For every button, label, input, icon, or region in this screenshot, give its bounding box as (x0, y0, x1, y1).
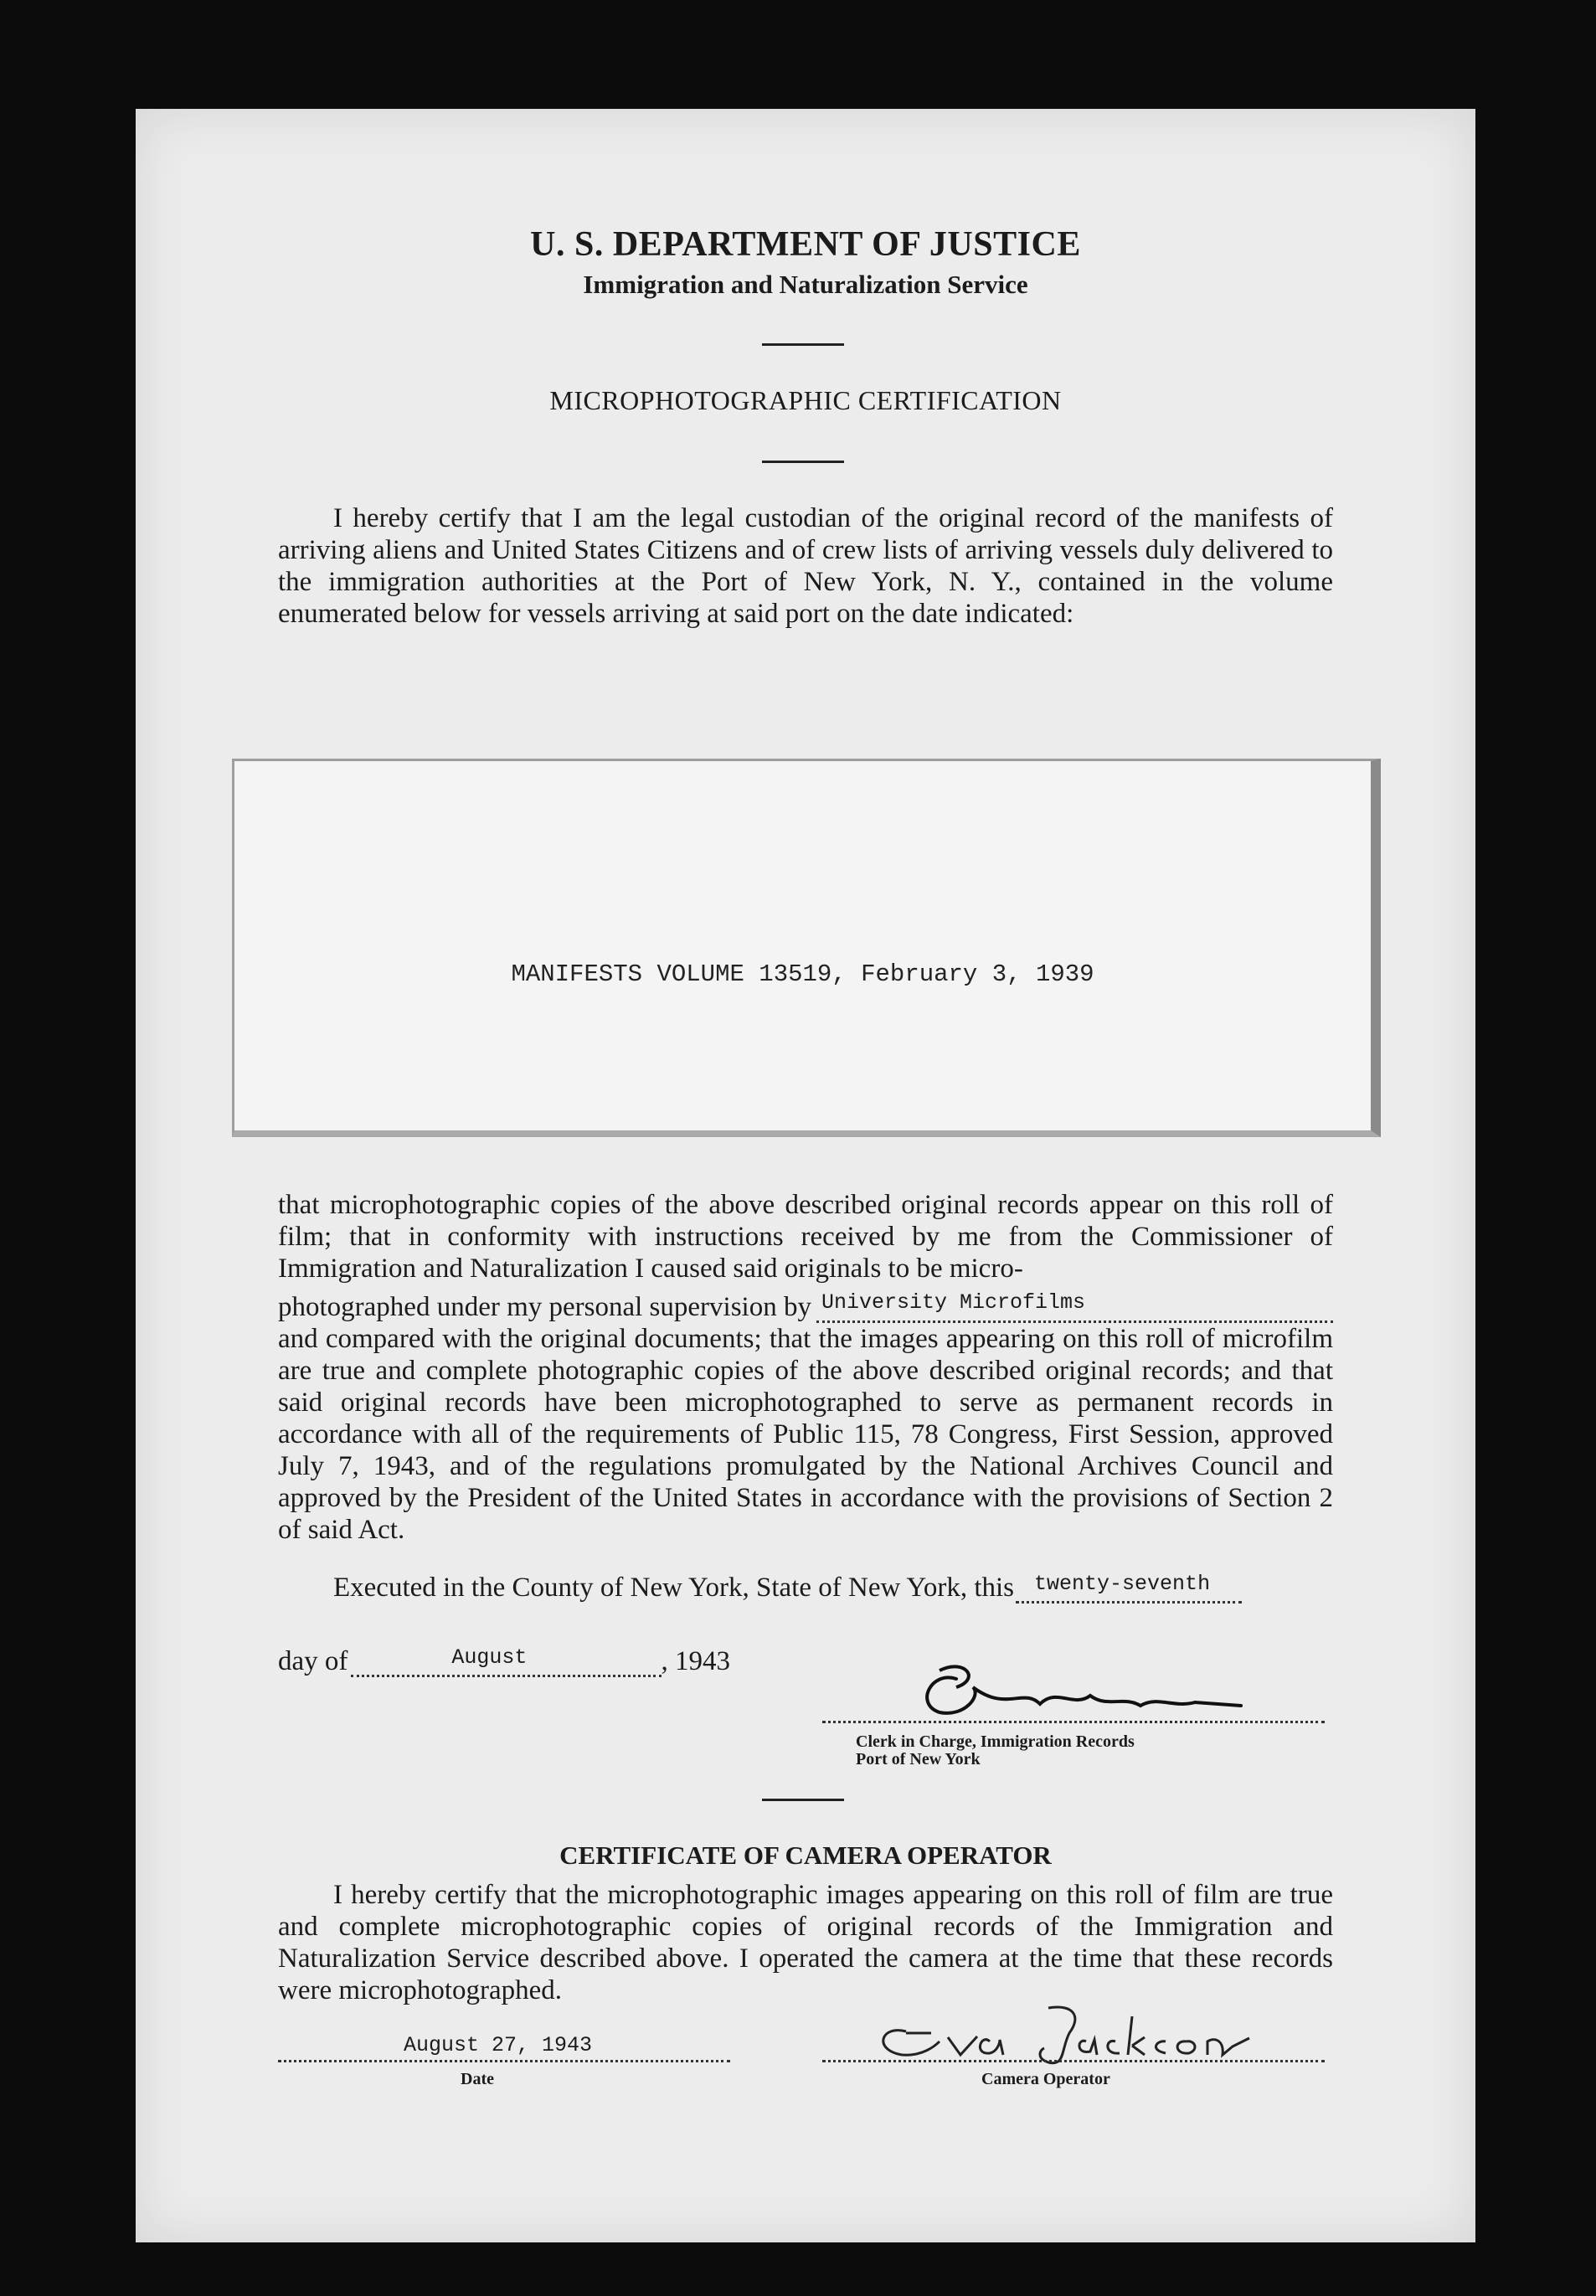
clerk-signature-line (822, 1721, 1325, 1723)
date-label: Date (461, 2070, 494, 2088)
body-part-2: and compared with the original documents; that the images appearing on this roll of microfilm are true and complete photographic copies of the above described original records; and that said original records have been microphotographed to serve as permanent records in accordance with all of the requirements of Public 115, 78 Congress, First Session, approved July 7, 1943, and of the regulations promulgated by the National Archives Council and approved by the President of the United States in accordance with the provisions of Section 2 of said Act. (278, 1324, 1333, 1545)
operator-signature-image (856, 2000, 1274, 2067)
date-value: August 27, 1943 (404, 2033, 593, 2057)
photographed-by-value: University Microfilms (821, 1290, 1086, 1315)
photographed-by-field (816, 1290, 1333, 1323)
camera-operator-heading: CERTIFICATE OF CAMERA OPERATOR (559, 1840, 1052, 1870)
executed-day-value: twenty-seventh (1034, 1572, 1211, 1596)
body-part-1: that microphotographic copies of the above described original records appear on this roll of film; that in conformity with instructions received by me from the Commissioner of Immigration and Naturalization I caused said originals to be micro- (278, 1190, 1333, 1284)
divider (762, 343, 844, 346)
photographed-by-line (278, 1284, 1333, 1323)
certification-body (278, 1189, 1333, 1546)
clerk-signature-block (822, 1662, 1325, 1788)
day-of-line (278, 1646, 730, 1677)
date-block (278, 2026, 730, 2093)
certificate-sheet (136, 109, 1475, 2242)
clerk-title-line-1: Clerk in Charge, Immigration Records (856, 1732, 1135, 1751)
executed-day-field (1016, 1573, 1242, 1604)
volume-text: MANIFESTS VOLUME 13519, February 3, 1939 (511, 960, 1094, 988)
intro-paragraph: I hereby certify that I am the legal custodian of the original record of the manifests of arriving aliens and United States Citizens and of crew lists of arriving vessels duly delivered to the immigration authorities at the Port of New York, N. Y., contained in the volume enumerated below for vessels arriving at said port on the date indicated: (278, 503, 1333, 629)
volume-card (232, 759, 1381, 1137)
operator-label: Camera Operator (981, 2070, 1110, 2088)
certification-title: MICROPHOTOGRAPHIC CERTIFICATION (549, 385, 1062, 415)
divider (762, 461, 844, 463)
executed-label: Executed in the County of New York, State of New York, this (333, 1573, 1015, 1603)
operator-signature-block (822, 2000, 1325, 2093)
clerk-signature-image (906, 1662, 1274, 1729)
photographed-by-label: photographed under my personal supervision by (278, 1292, 811, 1322)
service-subtitle: Immigration and Naturalization Service (583, 270, 1028, 299)
camera-operator-paragraph: I hereby certify that the microphotographic images appearing on this roll of film are true and complete microphotographic copies of original records of the Immigration and Naturalization Service described above. I operated the camera at the time that these records were microphotographed. (278, 1880, 1333, 2005)
month-value: August (451, 1645, 528, 1670)
date-line (278, 2060, 730, 2062)
divider (762, 1799, 844, 1801)
clerk-title-line-2: Port of New York (856, 1750, 981, 1768)
executed-line (333, 1573, 1480, 1604)
day-of-label: day of (278, 1646, 348, 1676)
year-text: , 1943 (661, 1646, 730, 1676)
operator-signature-line (822, 2060, 1325, 2062)
month-field (351, 1646, 661, 1677)
department-title: U. S. DEPARTMENT OF JUSTICE (530, 225, 1081, 264)
